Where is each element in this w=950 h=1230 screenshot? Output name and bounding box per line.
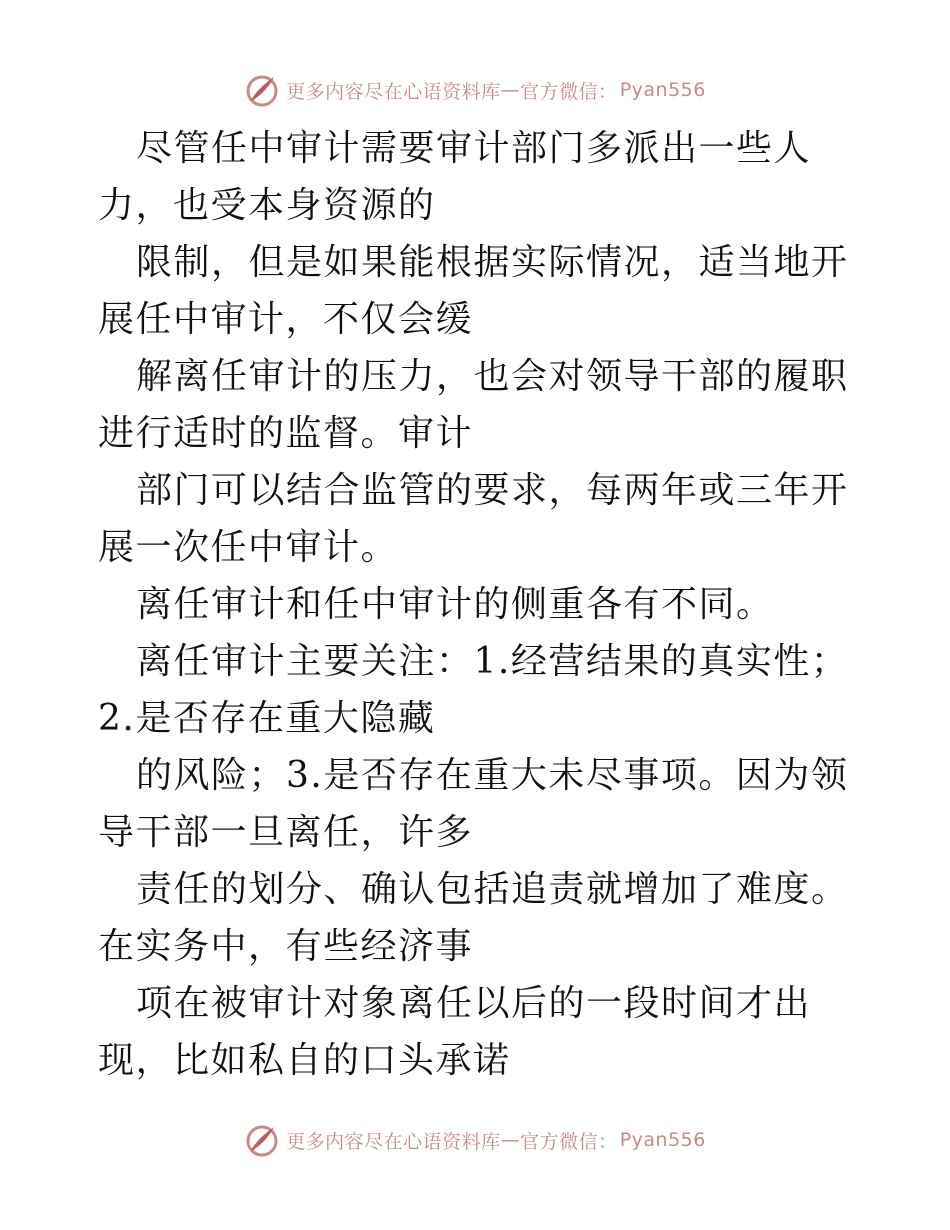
paragraph: 解离任审计的压力，也会对领导干部的履职进行适时的监督。审计 [98, 356, 849, 454]
paragraph: 项在被审计对象离任以后的一段时间才出现，比如私自的口头承诺 [98, 983, 812, 1081]
watermark-wechat-id: Pyan556 [619, 79, 706, 101]
paragraph: 离任审计和任中审计的侧重各有不同。 [136, 584, 774, 625]
quill-pen-logo-icon [244, 72, 280, 108]
footer-watermark [0, 1122, 950, 1158]
watermark-separator: — [500, 79, 521, 101]
paragraph: 尽管任中审计需要审计部门多派出一些人力，也受本身资源的 [98, 128, 812, 226]
paragraph: 限制，但是如果能根据实际情况，适当地开展任中审计，不仅会缓 [98, 242, 849, 340]
paragraph: 离任审计主要关注：1.经营结果的真实性；2.是否存在重大隐藏 [98, 641, 849, 739]
watermark-wechat-label: 官方微信： [520, 1130, 618, 1153]
watermark-separator: — [500, 1129, 521, 1151]
paragraph: 部门可以结合监管的要求，每两年或三年开展一次任中审计。 [98, 470, 849, 568]
document-body [98, 120, 858, 1089]
paragraph: 责任的划分、确认包括追责就增加了难度。在实务中，有些经济事 [98, 869, 849, 967]
paragraph: 的风险；3.是否存在重大未尽事项。因为领导干部一旦离任，许多 [98, 755, 849, 853]
quill-pen-logo-icon [244, 1122, 280, 1158]
watermark-site-text: 更多内容尽在心语资料库 [286, 1130, 501, 1153]
watermark-site-text: 更多内容尽在心语资料库 [286, 80, 501, 103]
header-watermark [0, 72, 950, 108]
watermark-wechat-label: 官方微信： [520, 80, 618, 103]
watermark-wechat-id: Pyan556 [619, 1129, 706, 1151]
